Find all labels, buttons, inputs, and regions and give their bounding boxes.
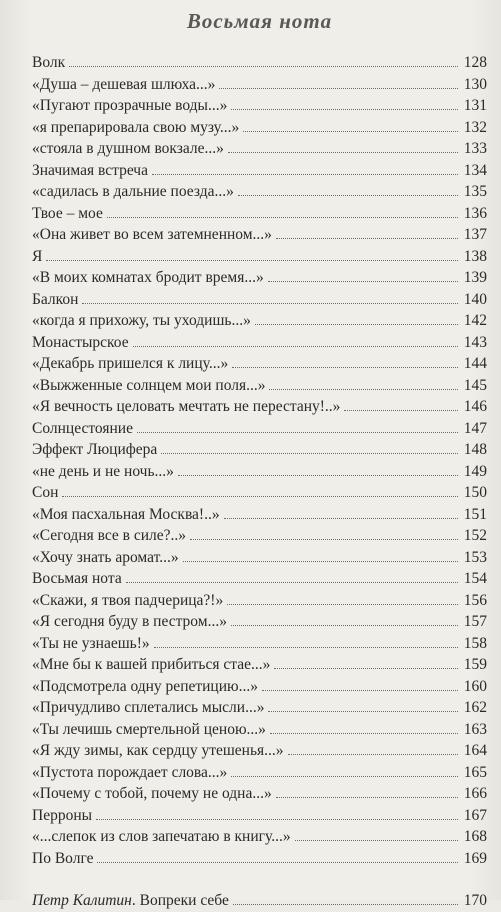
toc-entry-title: «когда я прихожу, ты уходишь...» [32, 312, 251, 329]
toc-leader-dots [96, 818, 458, 820]
toc-entry-title: «Почему с тобой, почему не одна...» [32, 785, 272, 802]
toc-leader-dots [97, 861, 458, 863]
toc-spacer [32, 869, 487, 890]
toc-entry-title: «В моих комнатах бродит время...» [32, 269, 264, 286]
toc-leader-dots [295, 839, 458, 841]
toc-entry-page: 132 [463, 118, 487, 136]
toc-entry[interactable] [32, 504, 487, 526]
toc-entry-page: 136 [463, 204, 487, 222]
toc-leader-dots [344, 409, 458, 411]
toc-entry[interactable] [32, 762, 487, 784]
toc-leader-dots [255, 323, 458, 325]
toc-leader-dots [288, 753, 458, 755]
toc-entry[interactable] [32, 826, 487, 848]
toc-leader-dots [133, 345, 458, 347]
toc-entry[interactable] [32, 654, 487, 676]
toc-leader-dots [190, 538, 458, 540]
toc-entry-page: 140 [463, 290, 487, 308]
toc-entry-page: 133 [463, 140, 487, 157]
toc-leader-dots [270, 732, 458, 734]
toc-entry[interactable] [32, 848, 487, 870]
toc-leader-dots [233, 903, 458, 905]
toc-entry[interactable] [32, 181, 487, 203]
toc-entry-title: «Ты не узнаешь!» [32, 634, 150, 652]
toc-entry-page: 158 [463, 634, 487, 652]
toc-entry[interactable] [32, 439, 487, 461]
toc-entry-title: «садилась в дальние поезда...» [32, 183, 234, 200]
toc-entry-page: 145 [463, 376, 487, 394]
toc-entry-page: 152 [463, 527, 487, 544]
toc-entry[interactable] [32, 525, 487, 547]
toc-entry[interactable] [32, 375, 487, 397]
toc-entry-title [32, 890, 231, 912]
toc-entry-page: 142 [463, 312, 487, 329]
toc-entry-final[interactable] [32, 890, 487, 912]
toc-entry-page: 137 [463, 226, 487, 243]
toc-entry[interactable] [32, 697, 487, 719]
toc-entry-title: «...слепок из слов запечатаю в книгу...» [32, 828, 291, 845]
toc-leader-dots [152, 173, 458, 175]
toc-entry-page: 150 [463, 484, 487, 501]
toc-entry-title: Восьмая нота [32, 570, 122, 587]
toc-leader-dots [69, 65, 458, 67]
toc-entry-title: «Подсмотрела одну репетицию...» [32, 677, 258, 695]
toc-entry-page: 144 [463, 355, 487, 372]
toc-entry[interactable] [32, 117, 487, 139]
toc-entry[interactable] [32, 289, 487, 311]
toc-entry-page: 168 [463, 828, 487, 845]
toc-entry-title: «Ты лечишь смертельной ценою...» [32, 720, 266, 738]
toc-entry-page: 147 [463, 419, 487, 437]
toc-entry-title: «Она живет во всем затемненном...» [32, 226, 272, 243]
toc-leader-dots [274, 667, 458, 669]
toc-entry[interactable] [32, 611, 487, 633]
toc-entry-page: 164 [463, 742, 487, 759]
toc-entry[interactable] [32, 74, 487, 96]
toc-entry[interactable] [32, 805, 487, 827]
toc-entry-page: 128 [463, 54, 487, 71]
toc-entry[interactable] [32, 310, 487, 332]
toc-entry-title: «Выжженные солнцем мои поля...» [32, 376, 266, 394]
toc-entry-title: «Душа – дешевая шлюха...» [32, 75, 216, 93]
toc-entry-page: 130 [463, 75, 487, 93]
toc-leader-dots [219, 87, 458, 89]
toc-entry[interactable] [32, 267, 487, 289]
toc-entry-work: . Вопреки себе [131, 892, 229, 909]
toc-entry-title: Значимая встреча [32, 161, 148, 179]
toc-entry-title: «Пустота порождает слова...» [32, 763, 228, 781]
toc-entry[interactable] [32, 224, 487, 246]
toc-entry[interactable] [32, 633, 487, 655]
toc-entry-title: «Пугают прозрачные воды...» [32, 97, 228, 114]
toc-leader-dots [232, 366, 458, 368]
toc-leader-dots [46, 259, 458, 261]
toc-entry-title: Эффект Люцифера [32, 441, 158, 458]
toc-entry-page: 159 [463, 656, 487, 673]
toc-entry-title: Балкон [32, 290, 79, 308]
toc-entry-title: «я препарировала свою музу...» [32, 118, 240, 136]
toc-entry-page: 149 [463, 462, 487, 480]
toc-entry-page: 160 [463, 677, 487, 695]
toc-entry-title: «Моя пасхальная Москва!..» [32, 505, 220, 523]
toc-entry[interactable] [32, 590, 487, 612]
toc-entry[interactable] [32, 203, 487, 225]
toc-entry-title: Сон [32, 484, 59, 501]
toc-leader-dots [227, 603, 458, 605]
toc-entry-page: 170 [463, 892, 487, 909]
toc-entry-page: 153 [463, 548, 487, 566]
toc-entry[interactable] [32, 740, 487, 762]
toc-leader-dots [62, 495, 458, 497]
toc-entry-title: «Я жду зимы, как сердцу утешенья...» [32, 742, 284, 759]
toc-entry[interactable] [32, 568, 487, 590]
toc-entry-page: 143 [463, 333, 487, 351]
toc-entry[interactable] [32, 396, 487, 418]
toc-entry-page: 154 [463, 570, 487, 587]
toc-entry-title: «Я сегодня буду в пестром...» [32, 613, 227, 630]
toc-entry-page: 157 [463, 613, 487, 630]
toc-leader-dots [243, 130, 458, 132]
toc-leader-dots [183, 560, 458, 562]
toc-entry-title: «Декабрь пришелся к лицу...» [32, 355, 229, 372]
toc-entry[interactable] [32, 418, 487, 440]
toc-entry-page: 138 [463, 247, 487, 265]
toc-entry[interactable] [32, 52, 487, 74]
toc-entry[interactable] [32, 95, 487, 117]
toc-entry-page: 139 [463, 269, 487, 286]
toc-entry-title: «Мне бы к вашей прибиться стае...» [32, 656, 271, 673]
toc-leader-dots [268, 280, 458, 282]
toc-entry[interactable] [32, 482, 487, 504]
toc-entry-page: 134 [463, 161, 487, 179]
toc-entry-title: «не день и не ночь...» [32, 462, 174, 480]
toc-entry-page: 146 [463, 398, 487, 415]
toc-entry[interactable] [32, 461, 487, 483]
toc-entry-page: 167 [463, 806, 487, 824]
toc-entry[interactable] [32, 353, 487, 375]
toc-entry-page: 151 [463, 505, 487, 523]
toc-entry-title: Монастырское [32, 333, 129, 351]
toc-leader-dots [137, 431, 458, 433]
toc-leader-dots [224, 517, 458, 519]
toc-entry-title: Я [32, 247, 43, 265]
toc-entry-title: Перроны [32, 806, 93, 824]
toc-entry-page: 163 [463, 720, 487, 738]
toc-leader-dots [238, 194, 458, 196]
toc-entry[interactable] [32, 138, 487, 160]
toc-leader-dots [268, 710, 458, 712]
toc-entry-page: 156 [463, 591, 487, 609]
toc-entry[interactable] [32, 246, 487, 268]
toc-entry-title: Волк [32, 54, 66, 71]
toc-leader-dots [161, 452, 458, 454]
toc-leader-dots [262, 689, 458, 691]
section-title: Восьмая нота [186, 9, 333, 33]
toc-entry[interactable] [32, 547, 487, 569]
toc-entry[interactable] [32, 783, 487, 805]
toc-entry-title: Твое – мое [32, 204, 103, 222]
toc-leader-dots [276, 796, 458, 798]
toc-leader-dots [82, 302, 458, 304]
toc-list [32, 52, 487, 869]
toc-entry[interactable] [32, 719, 487, 741]
toc-leader-dots [231, 775, 458, 777]
toc-leader-dots [276, 237, 458, 239]
toc-entry-title: «Скажи, я твоя падчерица?!» [32, 591, 224, 609]
toc-entry-title: «стояла в душном вокзале...» [32, 140, 224, 157]
toc-leader-dots [107, 216, 458, 218]
toc-entry[interactable] [32, 332, 487, 354]
toc-entry-author: Петр Калитин [32, 892, 132, 909]
toc-entry-page: 165 [463, 763, 487, 781]
toc-entry-page: 148 [463, 441, 487, 458]
toc-entry-page: 131 [463, 97, 487, 114]
toc-leader-dots [228, 151, 458, 153]
toc-entry[interactable] [32, 676, 487, 698]
toc-leader-dots [154, 646, 458, 648]
toc-entry-title: «Сегодня все в силе?..» [32, 527, 187, 544]
toc-entry-title: По Волге [32, 849, 94, 867]
toc-leader-dots [231, 108, 458, 110]
toc-entry-page: 169 [463, 849, 487, 867]
toc-entry-title: «Я вечность целовать мечтать не перестану!..» [32, 398, 341, 415]
toc-leader-dots [231, 624, 458, 626]
toc-leader-dots [178, 474, 458, 476]
toc-entry-page: 135 [463, 183, 487, 200]
toc-entry-title: «Причудливо сплетались мысли...» [32, 699, 265, 716]
toc-leader-dots [269, 388, 458, 390]
toc-entry-page: 162 [463, 699, 487, 716]
toc-entry-page: 166 [463, 785, 487, 802]
toc-entry-title: Солнцестояние [32, 419, 133, 437]
toc-entry[interactable] [32, 160, 487, 182]
toc-leader-dots [126, 581, 458, 583]
toc-entry-title: «Хочу знать аромат...» [32, 548, 179, 566]
